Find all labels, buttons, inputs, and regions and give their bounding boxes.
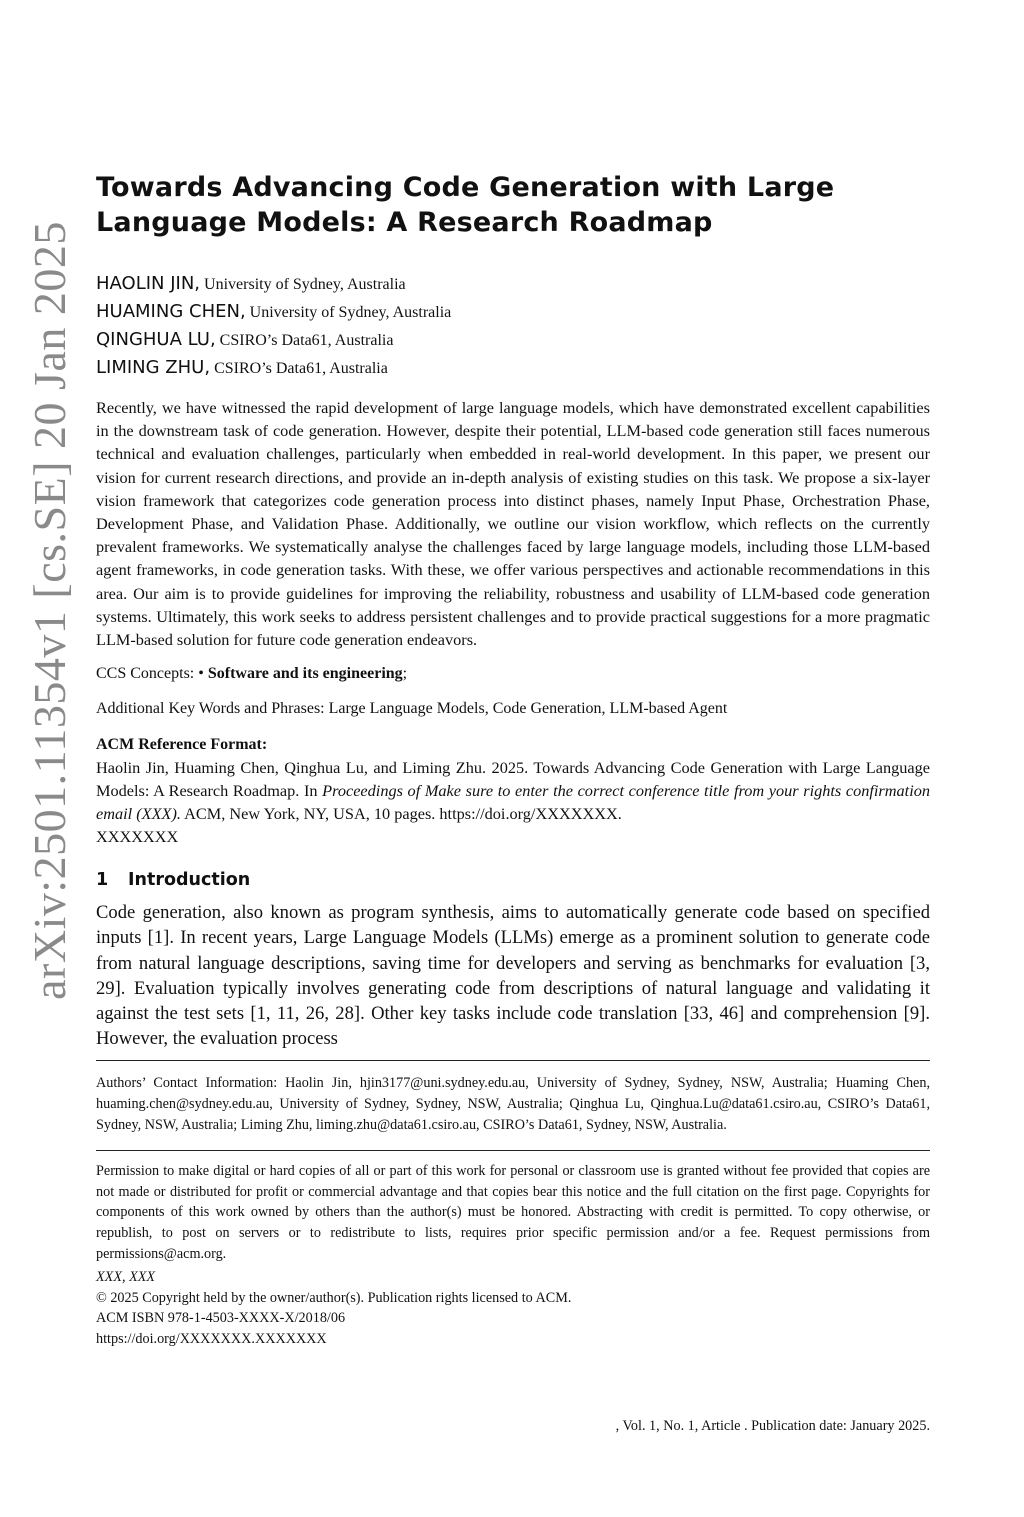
ccs-concept: Software and its engineering [207,665,403,683]
author-affiliation: CSIRO’s Data61, Australia [215,332,394,349]
section-title: Introduction [128,870,251,891]
reference-text: Haolin Jin, Huaming Chen, Qinghua Lu, and Liming Zhu. 2025. Towards Advancing Code Generation with Large Language Models: A Research Roadmap. In [96,758,930,801]
author-name: QINGHUA LU, [96,329,216,350]
author-affiliation: CSIRO’s Data61, Australia [210,360,388,377]
author-entry [96,298,930,326]
abstract: Recently, we have witnessed the rapid development of large language models, which have demonstrated excellent capabilities in the downstream task of code generation. However, despite their potential, LLM-based code generation still faces numerous technical and evaluation challenges, particularly when embedded in real-world development. In this paper, we present our vision for current research directions, and provide an in-depth analysis of existing studies on this task. We propose a six-layer vision framework that categorizes code generation process into distinct phases, namely Input Phase, Orchestration Phase, Development Phase, and Validation Phase. Additionally, we outline our vision workflow, which reflects on the currently prevalent frameworks. We systematically analyse the challenges faced by large language models, including those LLM-based agent frameworks, in code generation tasks. With these, we offer various perspectives and actionable recommendations in this area. Our aim is to provide guidelines for improving the reliability, robustness and usability of LLM-based code generation systems. Ultimately, this work seeks to address persistent challenges and to provide practical suggestions for a more pragmatic LLM-based solution for future code generation endeavors. [96,398,930,650]
introduction-text: Code generation, also known as program synthesis, aims to automatically generate code based on specified inputs [1]. In recent years, Large Language Models (LLMs) emerge as a prominent solution to generate code from natural language descriptions, saving time for developers and serving as benchmarks for evaluation [3, 29]. Evaluation typically involves generating code from descriptions of natural language and validating it against the test sets [1, 11, 26, 28]. Other key tasks include code translation [33, 46] and comprehension [9]. However, the evaluation process [96,902,930,1050]
reference-proceedings: Proceedings of Make sure to enter the correct conference title from your rights confirmation email (XXX). [96,781,930,824]
reference-doi-tail: XXXXXXX [96,827,179,847]
author-name: HAOLIN JIN, [96,273,201,294]
author-affiliation: University of Sydney, Australia [245,304,452,321]
section-number: 1 [96,870,109,891]
venue: XXX, XXX [96,1268,156,1285]
paper-title: Towards Advancing Code Generation with Large Language Models: A Research Roadmap [96,172,835,238]
doi-link[interactable]: https://doi.org/XXXXXXX.XXXXXXX [96,1331,327,1348]
keywords: Additional Key Words and Phrases: Large Language Models, Code Generation, LLM-based Agent [96,700,728,718]
author-affiliation: University of Sydney, Australia [200,276,406,293]
page-content [96,170,930,1350]
arxiv-sidebar-stamp [14,170,84,1050]
permission-notice: Permission to make digital or hard copies of all or part of this work for personal or classroom use is granted without fee provided that copies are not made or distributed for profit or commercial advantage and that copies bear this notice and the full citation on the first page. Copyrights for components of this work owned by others than the author(s) must be honored. Abstracting with credit is permitted. To copy otherwise, or republish, to post on servers or to redistribute to lists, requires prior specific permission and/or a fee. Request permissions from permissions@acm.org. [96,1162,930,1263]
author-list [96,270,930,382]
author-name: LIMING ZHU, [96,357,211,378]
author-entry [96,326,930,354]
page-footer: , Vol. 1, No. 1, Article . Publication date: January 2025. [615,1418,930,1434]
acm-reference-heading: ACM Reference Format: [96,736,268,754]
ccs-prefix: CCS Concepts: • [96,665,208,683]
ccs-suffix: ; [402,665,408,683]
reference-publisher: ACM, New York, NY, USA, 10 pages. https://doi.org/XXXXXXX. [181,804,622,824]
arxiv-identifier: arXiv:2501.11354v1 [cs.SE] 20 Jan 2025 [23,220,75,1000]
author-contact-info: Authors’ Contact Information: Haolin Jin, hjin3177@uni.sydney.edu.au, University of Sydney, Sydney, NSW, Australia; Huaming Chen, huaming.chen@sydney.edu.au, University of Sydney, Sydney, NSW, Australia; Qinghua Lu, Qinghua.Lu@data61.csiro.au, CSIRO’s Data61, Sydney, NSW, Australia; Liming Zhu, liming.zhu@data61.csiro.au, CSIRO’s Data61, Sydney, NSW, Australia. [96,1075,930,1134]
section-heading [96,868,930,892]
author-entry [96,270,930,298]
copyright-notice: © 2025 Copyright held by the owner/author(s). Publication rights licensed to ACM. [96,1289,572,1306]
author-name: HUAMING CHEN, [96,301,246,322]
isbn: ACM ISBN 978-1-4503-XXXX-X/2018/06 [96,1310,346,1327]
acm-reference-format [96,756,930,848]
ccs-concepts [96,663,930,685]
author-entry [96,354,930,382]
